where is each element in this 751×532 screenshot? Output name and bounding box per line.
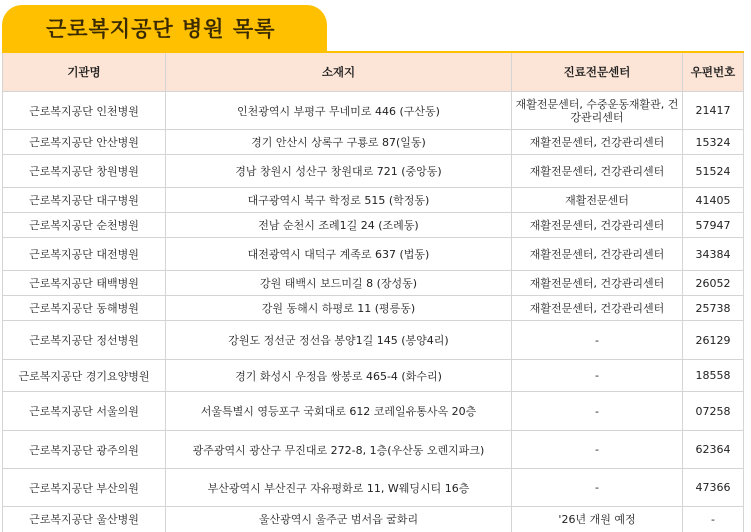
cell-institution: 근로복지공단 부산의원 [3,469,166,507]
cell-specialty-center: - [512,431,683,469]
cell-specialty-center: - [512,360,683,392]
cell-postal-code: 25738 [683,296,744,321]
title-tab [2,5,327,51]
header-specialty-center: 진료전문센터 [512,52,683,92]
cell-address: 부산광역시 부산진구 자유평화로 11, W웨딩시티 16층 [166,469,512,507]
cell-postal-code: 26129 [683,321,744,360]
cell-address: 서울특별시 영등포구 국회대로 612 코레일유통사옥 20층 [166,392,512,431]
cell-specialty-center: 재활전문센터, 건강관리센터 [512,271,683,296]
cell-address: 대전광역시 대덕구 계족로 637 (법동) [166,238,512,271]
cell-specialty-center: 재활전문센터, 건강관리센터 [512,155,683,188]
cell-specialty-center: - [512,469,683,507]
cell-specialty-center: - [512,392,683,431]
cell-address: 인천광역시 부평구 무네미로 446 (구산동) [166,92,512,130]
cell-institution: 근로복지공단 창원병원 [3,155,166,188]
table-row [3,469,744,507]
cell-specialty-center: 재활전문센터, 건강관리센터 [512,213,683,238]
cell-address: 울산광역시 울주군 범서읍 굴화리 [166,507,512,532]
cell-specialty-center: 재활전문센터, 수중운동재활관, 건강관리센터 [512,92,683,130]
cell-institution: 근로복지공단 광주의원 [3,431,166,469]
cell-address: 강원 태백시 보드미길 8 (장성동) [166,271,512,296]
cell-specialty-center: 재활전문센터, 건강관리센터 [512,130,683,155]
cell-institution: 근로복지공단 인천병원 [3,92,166,130]
cell-institution: 근로복지공단 순천병원 [3,213,166,238]
cell-specialty-center: 재활전문센터, 건강관리센터 [512,296,683,321]
table-row [3,213,744,238]
cell-institution: 근로복지공단 대전병원 [3,238,166,271]
header-postal-code: 우편번호 [683,52,744,92]
cell-institution: 근로복지공단 정선병원 [3,321,166,360]
cell-specialty-center: - [512,321,683,360]
cell-postal-code: 26052 [683,271,744,296]
cell-institution: 근로복지공단 동해병원 [3,296,166,321]
page-title: 근로복지공단 병원 목록 [46,17,276,41]
cell-address: 경기 안산시 상록구 구룡로 87(일동) [166,130,512,155]
table-row [3,155,744,188]
cell-postal-code: - [683,507,744,532]
cell-postal-code: 07258 [683,392,744,431]
hospital-table [2,51,744,532]
cell-address: 대구광역시 북구 학정로 515 (학정동) [166,188,512,213]
cell-institution: 근로복지공단 서울의원 [3,392,166,431]
cell-address: 경기 화성시 우정읍 쌍봉로 465-4 (화수리) [166,360,512,392]
cell-address: 강원도 정선군 정선읍 봉양1길 145 (봉양4리) [166,321,512,360]
table-row [3,271,744,296]
header-institution: 기관명 [3,52,166,92]
cell-postal-code: 57947 [683,213,744,238]
cell-postal-code: 15324 [683,130,744,155]
table-row [3,296,744,321]
cell-address: 전남 순천시 조례1길 24 (조례동) [166,213,512,238]
table-row [3,92,744,130]
cell-postal-code: 41405 [683,188,744,213]
table-row [3,321,744,360]
cell-institution: 근로복지공단 대구병원 [3,188,166,213]
table-row [3,507,744,532]
cell-address: 경남 창원시 성산구 창원대로 721 (중앙동) [166,155,512,188]
table-row [3,238,744,271]
header-address: 소재지 [166,52,512,92]
cell-specialty-center: 재활전문센터, 건강관리센터 [512,238,683,271]
cell-specialty-center: 재활전문센터 [512,188,683,213]
table-header-row [3,52,744,92]
table-row [3,188,744,213]
cell-postal-code: 34384 [683,238,744,271]
cell-institution: 근로복지공단 태백병원 [3,271,166,296]
cell-institution: 근로복지공단 경기요양병원 [3,360,166,392]
table-row [3,130,744,155]
cell-specialty-center: '26년 개원 예정 [512,507,683,532]
cell-institution: 근로복지공단 안산병원 [3,130,166,155]
table-row [3,431,744,469]
cell-postal-code: 47366 [683,469,744,507]
cell-institution: 근로복지공단 울산병원 [3,507,166,532]
cell-postal-code: 21417 [683,92,744,130]
cell-postal-code: 62364 [683,431,744,469]
table-row [3,392,744,431]
cell-address: 광주광역시 광산구 무진대로 272-8, 1층(우산동 오렌지파크) [166,431,512,469]
cell-address: 강원 동해시 하평로 11 (평릉동) [166,296,512,321]
cell-postal-code: 18558 [683,360,744,392]
cell-postal-code: 51524 [683,155,744,188]
table-row [3,360,744,392]
